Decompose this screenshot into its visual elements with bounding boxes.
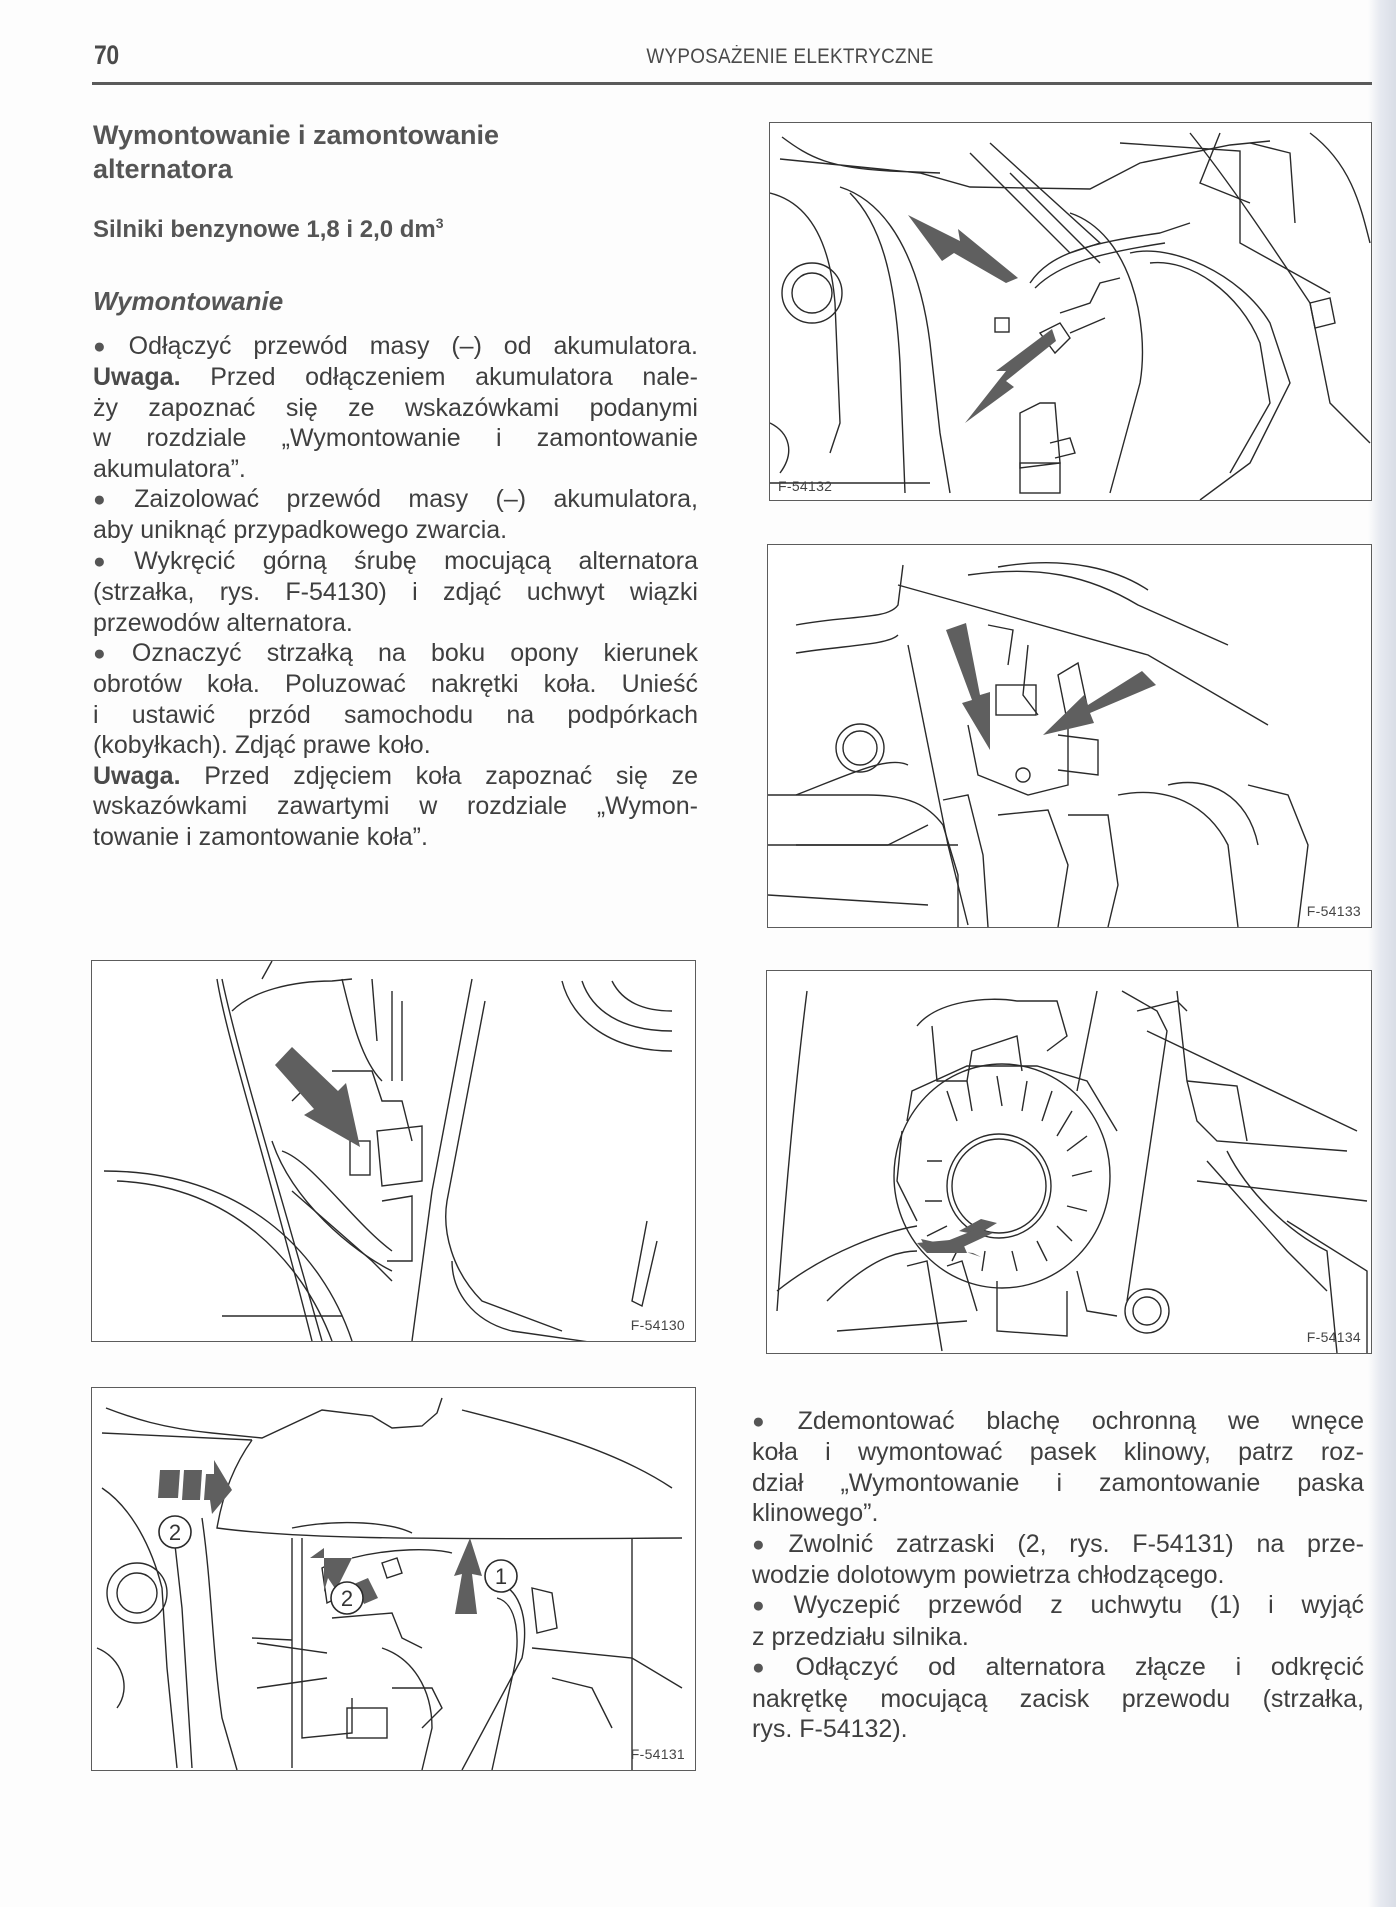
text-line bbox=[93, 608, 698, 638]
bullet-icon: ● bbox=[93, 642, 124, 666]
text-line bbox=[93, 515, 698, 545]
figure-f54132 bbox=[769, 122, 1372, 501]
removal-instructions-continued bbox=[752, 1406, 1364, 1744]
text-line bbox=[93, 730, 698, 760]
bullet-icon: ● bbox=[752, 1656, 788, 1680]
line-text: aby uniknąć przypadkowego zwarcia. bbox=[93, 516, 508, 545]
callout-2-left bbox=[159, 1516, 191, 1548]
note-label: Uwaga. bbox=[93, 363, 181, 392]
text-line bbox=[93, 791, 698, 821]
bullet-icon: ● bbox=[752, 1410, 790, 1433]
section-title-line2: alternatora bbox=[93, 154, 233, 184]
text-line bbox=[752, 1684, 1364, 1714]
left-column bbox=[93, 118, 698, 852]
figure-f54133 bbox=[767, 544, 1372, 928]
text-line bbox=[93, 761, 698, 791]
text-line bbox=[93, 577, 698, 607]
bullet-icon: ● bbox=[93, 488, 127, 512]
text-line bbox=[93, 454, 698, 484]
line-text: obrotów koła. Poluzować nakrętki koła. Unieść bbox=[93, 670, 698, 699]
svg-text:1: 1 bbox=[494, 1564, 508, 1589]
line-text: Odłączyć przewód masy (–) od akumulatora. bbox=[128, 332, 698, 360]
engine-subtitle bbox=[93, 208, 698, 245]
line-text: z przedziału silnika. bbox=[752, 1622, 969, 1651]
text-line bbox=[752, 1560, 1364, 1590]
bullet-item-line bbox=[93, 546, 698, 577]
removal-instructions bbox=[93, 331, 698, 852]
line-text: (strzałka, rys. F-54130) i zdjąć uchwyt wiązki bbox=[93, 578, 698, 607]
callout-markers bbox=[92, 1388, 695, 1770]
line-text: koła i wymontować pasek klinowy, patrz roz- bbox=[752, 1438, 1364, 1467]
text-line bbox=[752, 1437, 1364, 1467]
line-text: i ustawić przód samochodu na podpórkach bbox=[93, 700, 698, 729]
line-text: Przed odłączeniem akumulatora nale- bbox=[180, 363, 698, 392]
text-line bbox=[93, 822, 698, 852]
note-label: Uwaga. bbox=[93, 761, 181, 790]
text-line bbox=[752, 1714, 1364, 1744]
running-header: WYPOSAŻENIE ELEKTRYCZNE bbox=[646, 45, 934, 68]
line-text: rys. F-54132). bbox=[752, 1715, 908, 1744]
bullet-icon: ● bbox=[752, 1532, 781, 1556]
bullet-icon: ● bbox=[93, 549, 127, 573]
svg-text:2: 2 bbox=[168, 1520, 182, 1545]
text-line bbox=[752, 1468, 1364, 1498]
text-line bbox=[93, 362, 698, 392]
text-line bbox=[752, 1622, 1364, 1652]
callout-1 bbox=[485, 1560, 517, 1592]
bullet-item-line bbox=[93, 484, 698, 515]
page-edge-shadow bbox=[1368, 0, 1396, 1907]
figure-caption: F-54130 bbox=[630, 1317, 685, 1333]
text-line bbox=[93, 700, 698, 730]
line-text: towanie i zamontowanie koła”. bbox=[93, 822, 428, 851]
pointer-arrow bbox=[92, 961, 695, 1341]
figure-f54131 bbox=[91, 1387, 696, 1771]
bullet-item-line bbox=[752, 1652, 1364, 1683]
line-text: Zaizolować przewód masy (–) akumulatora, bbox=[134, 485, 698, 514]
figure-f54134 bbox=[766, 970, 1372, 1354]
page-number: 70 bbox=[94, 40, 119, 70]
bullet-item-line bbox=[93, 638, 698, 669]
line-text: wodzie dolotowym powietrza chłodzącego. bbox=[752, 1561, 1225, 1590]
bullet-item-line bbox=[752, 1406, 1364, 1437]
bullet-icon: ● bbox=[752, 1594, 786, 1618]
header-rule bbox=[92, 82, 1372, 85]
right-column bbox=[752, 1406, 1364, 1744]
figure-caption: F-54134 bbox=[1306, 1329, 1361, 1345]
section-title-line1: Wymontowanie i zamontowanie bbox=[93, 120, 500, 150]
line-text: Wyczepić przewód z uchwytu (1) i wyjąć bbox=[793, 1591, 1364, 1620]
line-text: Wykręcić górną śrubę mocującą alternatora bbox=[134, 546, 699, 575]
bullet-item-line bbox=[752, 1590, 1364, 1621]
line-text: (kobyłkach). Zdjąć prawe koło. bbox=[93, 731, 431, 760]
subsection-title: Wymontowanie bbox=[93, 286, 284, 316]
figure-caption: F-54133 bbox=[1306, 903, 1361, 919]
bullet-item-line bbox=[93, 331, 698, 362]
pointer-arrow-triple bbox=[767, 971, 1371, 1353]
line-text: Przed zdjęciem koła zapoznać się ze bbox=[180, 761, 698, 790]
line-text: ży zapoznać się ze wskazówkami podanymi bbox=[93, 393, 698, 422]
pointer-arrows bbox=[770, 123, 1371, 500]
bullet-item-line bbox=[752, 1529, 1364, 1560]
figure-caption: F-54131 bbox=[630, 1746, 685, 1762]
line-text: Zwolnić zatrzaski (2, rys. F-54131) na prze- bbox=[788, 1529, 1365, 1558]
line-text: w rozdziale „Wymontowanie i zamontowanie bbox=[93, 424, 698, 453]
superscript: 3 bbox=[435, 215, 444, 231]
line-text: akumulatora”. bbox=[93, 454, 246, 483]
section-title bbox=[93, 118, 698, 186]
line-text: klinowego”. bbox=[752, 1499, 879, 1528]
figure-f54130 bbox=[91, 960, 696, 1342]
line-text: Odłączyć od alternatora złącze i odkręcić bbox=[795, 1653, 1365, 1682]
line-text: przewodów alternatora. bbox=[93, 608, 353, 637]
bullet-icon: ● bbox=[93, 335, 121, 358]
callout-2-center bbox=[331, 1582, 363, 1614]
svg-text:2: 2 bbox=[340, 1586, 354, 1611]
text-line bbox=[93, 393, 698, 423]
text-line bbox=[93, 423, 698, 453]
line-text: nakrętkę mocującą zacisk przewodu (strzałka, bbox=[752, 1684, 1364, 1713]
figure-caption: F-54132 bbox=[778, 478, 833, 494]
text-line bbox=[752, 1498, 1364, 1528]
line-text: Zdemontować blachę ochronną we wnęce bbox=[797, 1407, 1364, 1435]
line-text: Oznaczyć strzałką na boku opony kierunek bbox=[131, 639, 699, 668]
engine-subtitle-text: Silniki benzynowe 1,8 i 2,0 dm bbox=[93, 216, 436, 243]
line-text: wskazówkami zawartymi w rozdziale „Wymon- bbox=[93, 792, 698, 821]
line-text: dział „Wymontowanie i zamontowanie paska bbox=[752, 1468, 1364, 1497]
text-line bbox=[93, 669, 698, 699]
pointer-arrows bbox=[768, 545, 1371, 927]
